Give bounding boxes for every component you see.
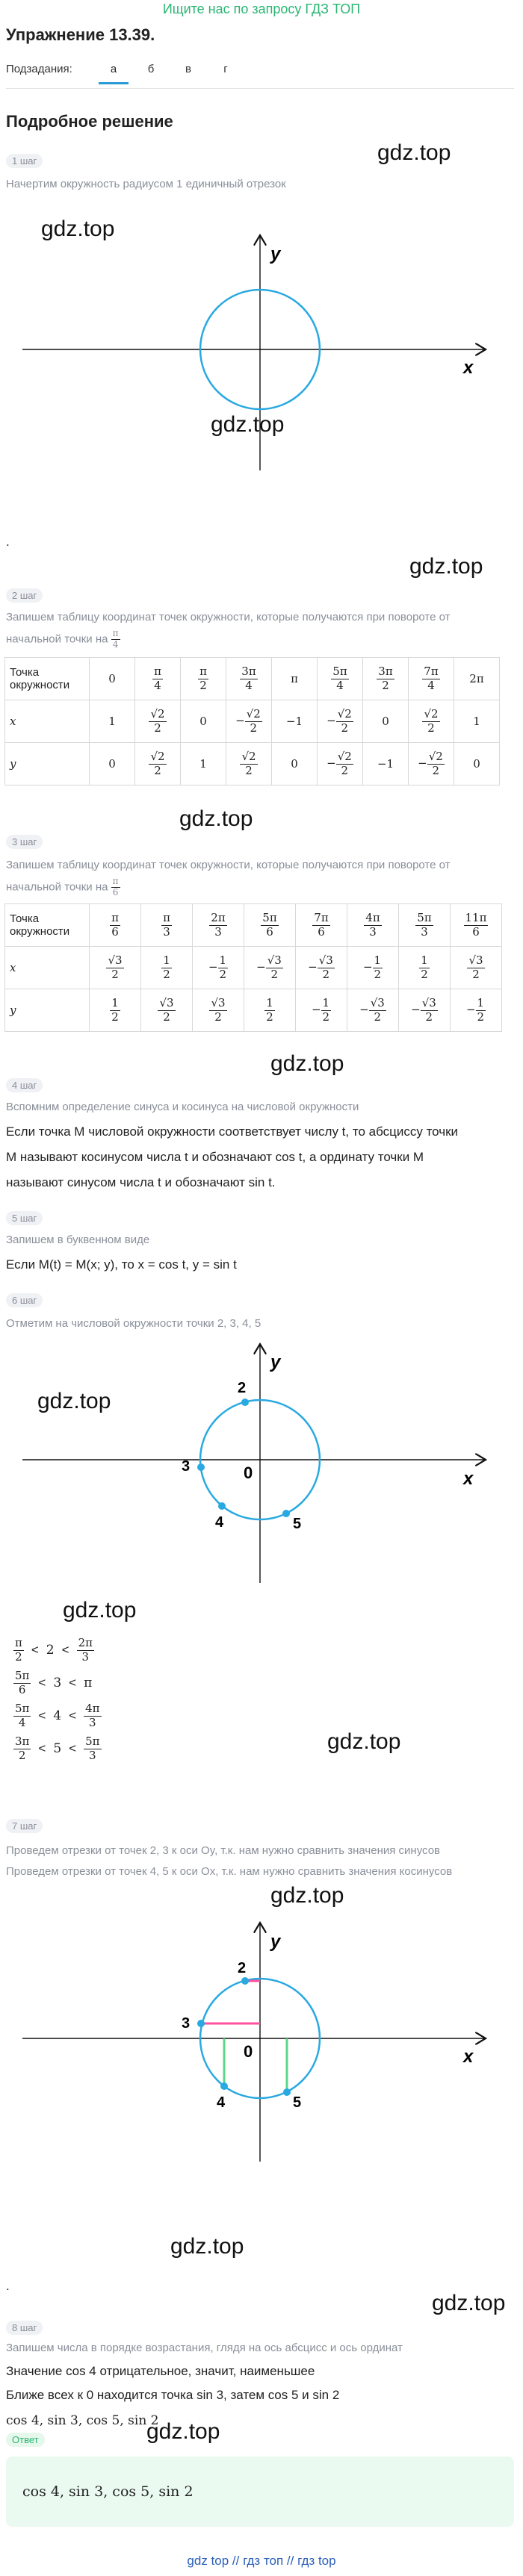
table-cell: 1 bbox=[181, 743, 226, 785]
table-cell: $\frac{1}{2}$ bbox=[90, 989, 141, 1032]
watermark: gdz.top bbox=[270, 1883, 344, 1908]
table-cell: − $\frac{√2}{2}$ bbox=[318, 700, 363, 743]
x-axis-label: x bbox=[463, 358, 474, 378]
watermark: gdz.top bbox=[432, 2291, 506, 2315]
unit-circle-figure-2 bbox=[0, 1337, 523, 1590]
tab-a[interactable]: а bbox=[110, 63, 117, 75]
table-cell: − $\frac{√2}{2}$ bbox=[318, 743, 363, 785]
table-cell: 1 bbox=[90, 700, 135, 743]
step-7-text2: Проведем отрезки от точек 4, 5 к оси Ox, т.к. нам нужно сравнить значения косинусов bbox=[6, 1865, 453, 1878]
table-cell: 0 bbox=[272, 743, 318, 785]
divider bbox=[6, 88, 514, 89]
table-cell: $\frac{\pi}{4}$ bbox=[135, 658, 181, 700]
point-label-2: 2 bbox=[238, 1380, 247, 1396]
table-cell: − $\frac{√3}{2}$ bbox=[244, 947, 296, 989]
promo-banner[interactable]: Ищите нас по запросу ГДЗ ТОП bbox=[162, 1, 361, 16]
conclusion-line-1: Значение cos 4 отрицательное, значит, наименьшее bbox=[6, 2364, 315, 2378]
step-6-tag: 6 шаг bbox=[6, 1293, 43, 1307]
watermark: gdz.top bbox=[170, 2234, 244, 2259]
table-cell: $\frac{1}{2}$ bbox=[399, 947, 451, 989]
x-axis-label: x bbox=[463, 2047, 474, 2067]
unit-circle-figure-3 bbox=[0, 1911, 523, 2165]
table-cell: − $\frac{√2}{2}$ bbox=[226, 700, 272, 743]
table-cell: $\frac{3\pi}{2}$ bbox=[363, 658, 409, 700]
dot-mark: . bbox=[6, 535, 10, 549]
step-7-tag: 7 шаг bbox=[6, 1819, 43, 1833]
conclusion-line-3: cos 4, sin 3, cos 5, sin 2 bbox=[6, 2413, 159, 2428]
point-5 bbox=[283, 2088, 291, 2096]
table-cell: π bbox=[272, 658, 318, 700]
table-cell: $\frac{2\pi}{3}$ bbox=[193, 904, 244, 947]
table-cell: − $\frac{√3}{2}$ bbox=[296, 947, 347, 989]
table-cell: 0 bbox=[90, 743, 135, 785]
table-header-point: Точка окружности bbox=[5, 658, 90, 700]
table-cell: $\frac{√2}{2}$ bbox=[226, 743, 272, 785]
step-4-tag: 4 шаг bbox=[6, 1078, 43, 1092]
y-axis-label: y bbox=[270, 1932, 281, 1952]
conclusion-line-2: Ближе всех к 0 находится точка sin 3, затем cos 5 и sin 2 bbox=[6, 2388, 340, 2402]
watermark: gdz.top bbox=[377, 140, 451, 165]
table-cell: $\frac{√3}{2}$ bbox=[90, 947, 141, 989]
table-cell: $\frac{3\pi}{4}$ bbox=[226, 658, 272, 700]
point-3 bbox=[197, 1463, 205, 1471]
table-cell: − $\frac{1}{2}$ bbox=[296, 989, 347, 1032]
y-axis-label: y bbox=[270, 244, 281, 264]
table-cell: $\frac{√2}{2}$ bbox=[135, 743, 181, 785]
point-label-2: 2 bbox=[238, 1960, 247, 1976]
watermark: gdz.top bbox=[211, 412, 285, 437]
table-cell: − $\frac{√2}{2}$ bbox=[409, 743, 454, 785]
step-1-text: Начертим окружность радиусом 1 единичный отрезок bbox=[6, 178, 286, 190]
table-cell: 2π bbox=[454, 658, 500, 700]
table-cell: $\frac{\pi}{2}$ bbox=[181, 658, 226, 700]
step-2-tag: 2 шаг bbox=[6, 588, 43, 603]
inequalities bbox=[13, 1634, 102, 1765]
table-cell: −1 bbox=[363, 743, 409, 785]
answer-label: Ответ bbox=[6, 2433, 45, 2447]
point-label-4: 4 bbox=[215, 1514, 224, 1531]
page-title: Упражнение 13.39. bbox=[6, 25, 155, 44]
table-row-x bbox=[5, 947, 502, 989]
table-cell: − $\frac{√3}{2}$ bbox=[399, 989, 451, 1032]
dot-mark: . bbox=[6, 2279, 10, 2293]
step-8-text: Запишем числа в порядке возрастания, глядя на ось абсцисс и ось ординат bbox=[6, 2342, 403, 2354]
table-cell: $\frac{11\pi}{6}$ bbox=[451, 904, 502, 947]
watermark: gdz.top bbox=[179, 806, 253, 831]
table-cell: $\frac{√2}{2}$ bbox=[135, 700, 181, 743]
step-3-tag: 3 шаг bbox=[6, 835, 43, 849]
step-5-text: Запишем в буквенном виде bbox=[6, 1233, 150, 1246]
step-2-text2: начальной точки на $\frac{\pi}{4}$ bbox=[6, 628, 119, 650]
unit-circle-figure-1 bbox=[0, 224, 523, 478]
y-axis-label: y bbox=[270, 1352, 281, 1372]
table-cell: $\frac{\pi}{6}$ bbox=[90, 904, 141, 947]
table-cell: $\frac{7\pi}{4}$ bbox=[409, 658, 454, 700]
table-cell: $\frac{7\pi}{6}$ bbox=[296, 904, 347, 947]
watermark: gdz.top bbox=[327, 1729, 401, 1754]
table-cell: $\frac{5\pi}{3}$ bbox=[399, 904, 451, 947]
table-cell: − $\frac{1}{2}$ bbox=[347, 947, 399, 989]
point-label-5: 5 bbox=[293, 2094, 302, 2111]
origin-label: 0 bbox=[244, 2042, 253, 2061]
table-row-y bbox=[5, 989, 502, 1032]
step-2-text1: Запишем таблицу координат точек окружности, которые получаются при повороте от bbox=[6, 611, 451, 623]
step-8-tag: 8 шаг bbox=[6, 2321, 43, 2335]
table-cell: $\frac{√3}{2}$ bbox=[193, 989, 244, 1032]
point-2 bbox=[241, 1399, 249, 1406]
point-3 bbox=[197, 2020, 205, 2027]
table-header-point: Точка окружности bbox=[5, 904, 90, 947]
watermark: gdz.top bbox=[409, 554, 483, 579]
tab-v[interactable]: в bbox=[185, 63, 191, 75]
definition-line-3: называют синусом числа t и обозначают sin t. bbox=[6, 1175, 276, 1189]
table-cell: $\frac{√3}{2}$ bbox=[141, 989, 193, 1032]
table-cell: −1 bbox=[272, 700, 318, 743]
definition-line-1: Если точка M числовой окружности соответствует числу t, то абсциссу точки bbox=[6, 1124, 459, 1139]
step-3-text2: начальной точки на $\frac{\pi}{6}$ bbox=[6, 876, 119, 897]
step-7-text1: Проведем отрезки от точек 2, 3 к оси Oy, т.к. нам нужно сравнить значения синусов bbox=[6, 1844, 441, 1857]
watermark: gdz.top bbox=[270, 1051, 344, 1076]
answer-text: cos 4, sin 3, cos 5, sin 2 bbox=[22, 2483, 194, 2500]
table-header-x: x bbox=[5, 947, 90, 989]
point-4 bbox=[218, 1502, 226, 1510]
table-row-point bbox=[5, 904, 502, 947]
subtasks-label: Подзадания: bbox=[6, 63, 72, 75]
table-cell: 0 bbox=[454, 743, 500, 785]
step-4-text: Вспомним определение синуса и косинуса на числовой окружности bbox=[6, 1101, 359, 1113]
table-header-x: x bbox=[5, 700, 90, 743]
definition-line-2: M называют косинусом числа t и обозначают cos t, а ординату точки M bbox=[6, 1150, 424, 1164]
table-cell: $\frac{√2}{2}$ bbox=[409, 700, 454, 743]
tab-b[interactable]: б bbox=[147, 63, 155, 75]
inequality-row: $\frac{5\pi}{4}$ < 4 < $\frac{4\pi}{3}$ bbox=[15, 1702, 100, 1729]
watermark: gdz.top bbox=[41, 217, 115, 241]
table-cell: 1 bbox=[454, 700, 500, 743]
table-row-point bbox=[5, 658, 500, 700]
table-cell: − $\frac{√3}{2}$ bbox=[347, 989, 399, 1032]
table-cell: − $\frac{1}{2}$ bbox=[451, 989, 502, 1032]
table-cell: $\frac{5\pi}{6}$ bbox=[244, 904, 296, 947]
footer-links[interactable]: gdz top // гдз топ // гдз top bbox=[187, 2554, 336, 2568]
solution-heading: Подробное решение bbox=[6, 112, 173, 131]
table-cell: $\frac{1}{2}$ bbox=[141, 947, 193, 989]
step-5-tag: 5 шаг bbox=[6, 1211, 43, 1225]
table-cell: $\frac{1}{2}$ bbox=[244, 989, 296, 1032]
point-label-3: 3 bbox=[182, 2015, 191, 2032]
table-cell: $\frac{5\pi}{4}$ bbox=[318, 658, 363, 700]
inequality-row: $\frac{\pi}{2}$ < 2 < $\frac{2\pi}{3}$ bbox=[15, 1636, 93, 1664]
x-axis-label: x bbox=[463, 1469, 474, 1489]
watermark: gdz.top bbox=[63, 1598, 137, 1623]
table-cell: 0 bbox=[181, 700, 226, 743]
step-6-text: Отметим на числовой окружности точки 2, 3, 4, 5 bbox=[6, 1317, 262, 1330]
inequality-row: $\frac{5\pi}{6}$ < 3 < π bbox=[15, 1669, 93, 1696]
point-5 bbox=[282, 1510, 290, 1517]
table-cell: − $\frac{1}{2}$ bbox=[193, 947, 244, 989]
coordinates-table-pi-4 bbox=[4, 657, 500, 785]
point-label-3: 3 bbox=[182, 1458, 191, 1475]
table-row-x bbox=[5, 700, 500, 743]
table-cell: $\frac{\pi}{3}$ bbox=[141, 904, 193, 947]
inequality-row: $\frac{3\pi}{2}$ < 5 < $\frac{5\pi}{3}$ bbox=[15, 1735, 100, 1762]
point-label-5: 5 bbox=[293, 1516, 302, 1532]
table-cell: 0 bbox=[363, 700, 409, 743]
table-row-y bbox=[5, 743, 500, 785]
formula-line: Если M(t) = M(x; y), то x = cos t, y = sin t bbox=[6, 1257, 237, 1272]
step-1-tag: 1 шаг bbox=[6, 154, 43, 168]
table-header-y: y bbox=[5, 989, 90, 1032]
table-cell: $\frac{4\pi}{3}$ bbox=[347, 904, 399, 947]
table-cell: $\frac{√3}{2}$ bbox=[451, 947, 502, 989]
coordinates-table-pi-6 bbox=[4, 903, 502, 1032]
origin-label: 0 bbox=[244, 1463, 253, 1482]
tab-g[interactable]: г bbox=[223, 63, 228, 75]
table-cell: 0 bbox=[90, 658, 135, 700]
watermark: gdz.top bbox=[37, 1389, 111, 1413]
point-2 bbox=[241, 1977, 249, 1985]
active-tab-indicator bbox=[99, 82, 129, 84]
step-3-text1: Запишем таблицу координат точек окружности, которые получаются при повороте от bbox=[6, 859, 451, 871]
watermark: gdz.top bbox=[146, 2419, 220, 2444]
table-header-y: y bbox=[5, 743, 90, 785]
point-label-4: 4 bbox=[217, 2094, 226, 2111]
point-4 bbox=[220, 2082, 228, 2090]
